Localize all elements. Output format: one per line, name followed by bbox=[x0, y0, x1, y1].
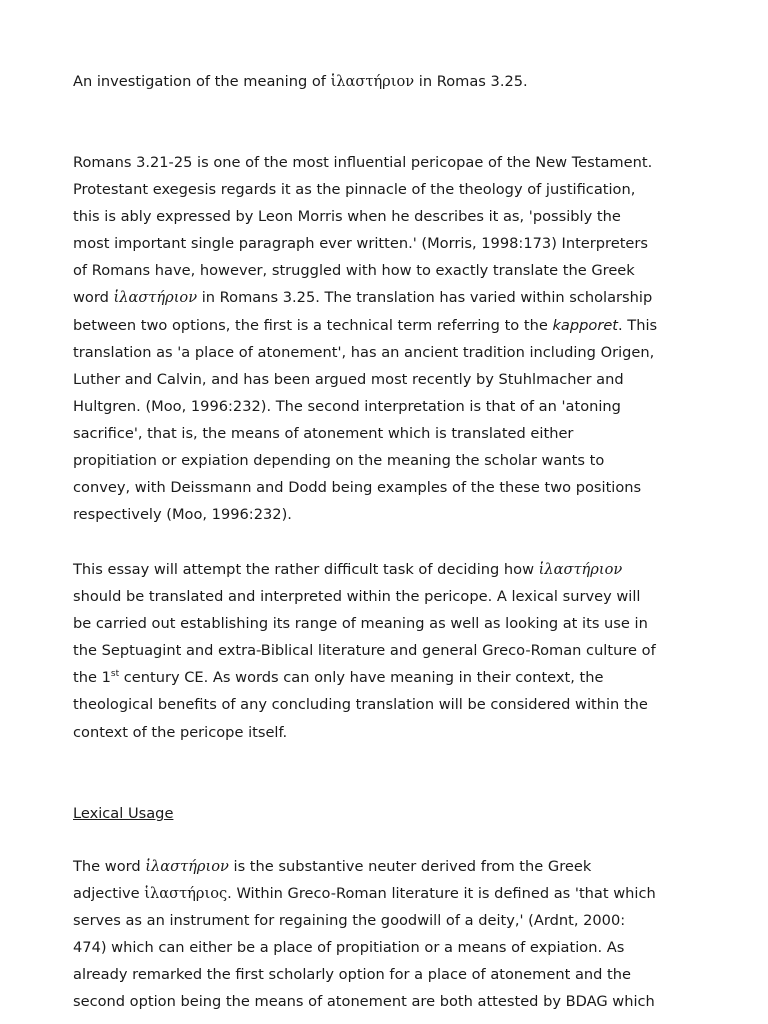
text-line: theological benefits of any concluding translation will be considered within the bbox=[73, 696, 648, 714]
text-segment: in Romans 3.25. The translation has varied within scholarship bbox=[197, 289, 653, 307]
paragraph-essay-aim bbox=[73, 556, 713, 746]
text-line: the Septuagint and extra-Biblical literature and general Greco-Roman culture of bbox=[73, 642, 656, 660]
title-text-start: An investigation of the meaning of bbox=[73, 73, 331, 90]
title-greek-word: ἱλαστήριον bbox=[330, 73, 415, 90]
title-text-end: in Romas 3.25. bbox=[414, 73, 528, 90]
text-line bbox=[73, 312, 713, 339]
text-line: Hultgren. (Moo, 1996:232). The second interpretation is that of an 'atoning bbox=[73, 397, 621, 415]
text-line: 474) which can either be a place of propitiation or a means of expiation. As bbox=[73, 939, 625, 957]
text-line: of Romans have, however, struggled with how to exactly translate the Greek bbox=[73, 262, 635, 280]
text-line: Romans 3.21-25 is one of the most influential pericopae of the New Testament. bbox=[73, 154, 653, 171]
text-segment: . Within Greco-Roman literature it is defined as 'that which bbox=[227, 885, 656, 903]
text-segment: The word bbox=[73, 858, 146, 875]
text-line: Protestant exegesis regards it as the pinnacle of the theology of justification, bbox=[73, 181, 636, 199]
paragraph-lexical-usage bbox=[73, 853, 713, 1016]
essay-title bbox=[73, 70, 528, 94]
paragraph-introduction bbox=[73, 149, 713, 528]
text-line bbox=[73, 853, 713, 880]
text-line: this is ably expressed by Leon Morris when he describes it as, 'possibly the bbox=[73, 208, 621, 226]
ordinal-superscript: st bbox=[110, 669, 120, 680]
text-segment: This essay will attempt the rather difficult task of deciding how bbox=[73, 561, 539, 578]
text-line bbox=[73, 556, 713, 583]
text-line: Luther and Calvin, and has been argued most recently by Stuhlmacher and bbox=[73, 370, 624, 388]
text-line: be carried out establishing its range of meaning as well as looking at its use in bbox=[73, 615, 648, 633]
italic-term-kapporet: kapporet bbox=[552, 316, 619, 334]
greek-word: ἱλαστήριον bbox=[538, 561, 623, 578]
text-line: convey, with Deissmann and Dodd being examples of the these two positions bbox=[73, 479, 642, 497]
text-line: should be translated and interpreted within the pericope. A lexical survey will bbox=[73, 588, 641, 606]
text-segment: is the substantive neuter derived from the Greek bbox=[228, 858, 592, 875]
text-line: respectively (Moo, 1996:232). bbox=[73, 506, 292, 524]
text-segment: between two options, the first is a technical term referring to the bbox=[73, 316, 553, 334]
text-segment: . This bbox=[618, 316, 658, 334]
greek-word: ἱλαστήριος bbox=[144, 885, 228, 903]
text-line: second option being the means of atonement are both attested by BDAG which bbox=[73, 993, 655, 1011]
text-segment: the 1 bbox=[73, 669, 111, 687]
text-line bbox=[73, 880, 713, 907]
text-line: serves as an instrument for regaining the goodwill of a deity,' (Ardnt, 2000: bbox=[73, 912, 626, 930]
text-segment: adjective bbox=[73, 885, 145, 903]
text-line: already remarked the first scholarly option for a place of atonement and the bbox=[73, 966, 631, 984]
text-line: sacrifice', that is, the means of atonement which is translated either bbox=[73, 424, 574, 442]
text-segment: word bbox=[73, 289, 114, 307]
greek-word: ἱλαστήριον bbox=[145, 858, 229, 875]
text-line: translation as 'a place of atonement', has an ancient tradition including Origen, bbox=[73, 343, 655, 361]
text-line: propitiation or expiation depending on the meaning the scholar wants to bbox=[73, 452, 605, 470]
text-line: most important single paragraph ever written.' (Morris, 1998:173) Interpreters bbox=[73, 235, 648, 253]
text-line bbox=[73, 284, 713, 311]
section-heading-lexical-usage: Lexical Usage bbox=[73, 805, 174, 822]
text-line: context of the pericope itself. bbox=[73, 723, 288, 741]
greek-word: ἱλαστήριον bbox=[113, 289, 198, 307]
text-segment: century CE. As words can only have meaning in their context, the bbox=[119, 669, 604, 687]
text-line bbox=[73, 664, 713, 691]
